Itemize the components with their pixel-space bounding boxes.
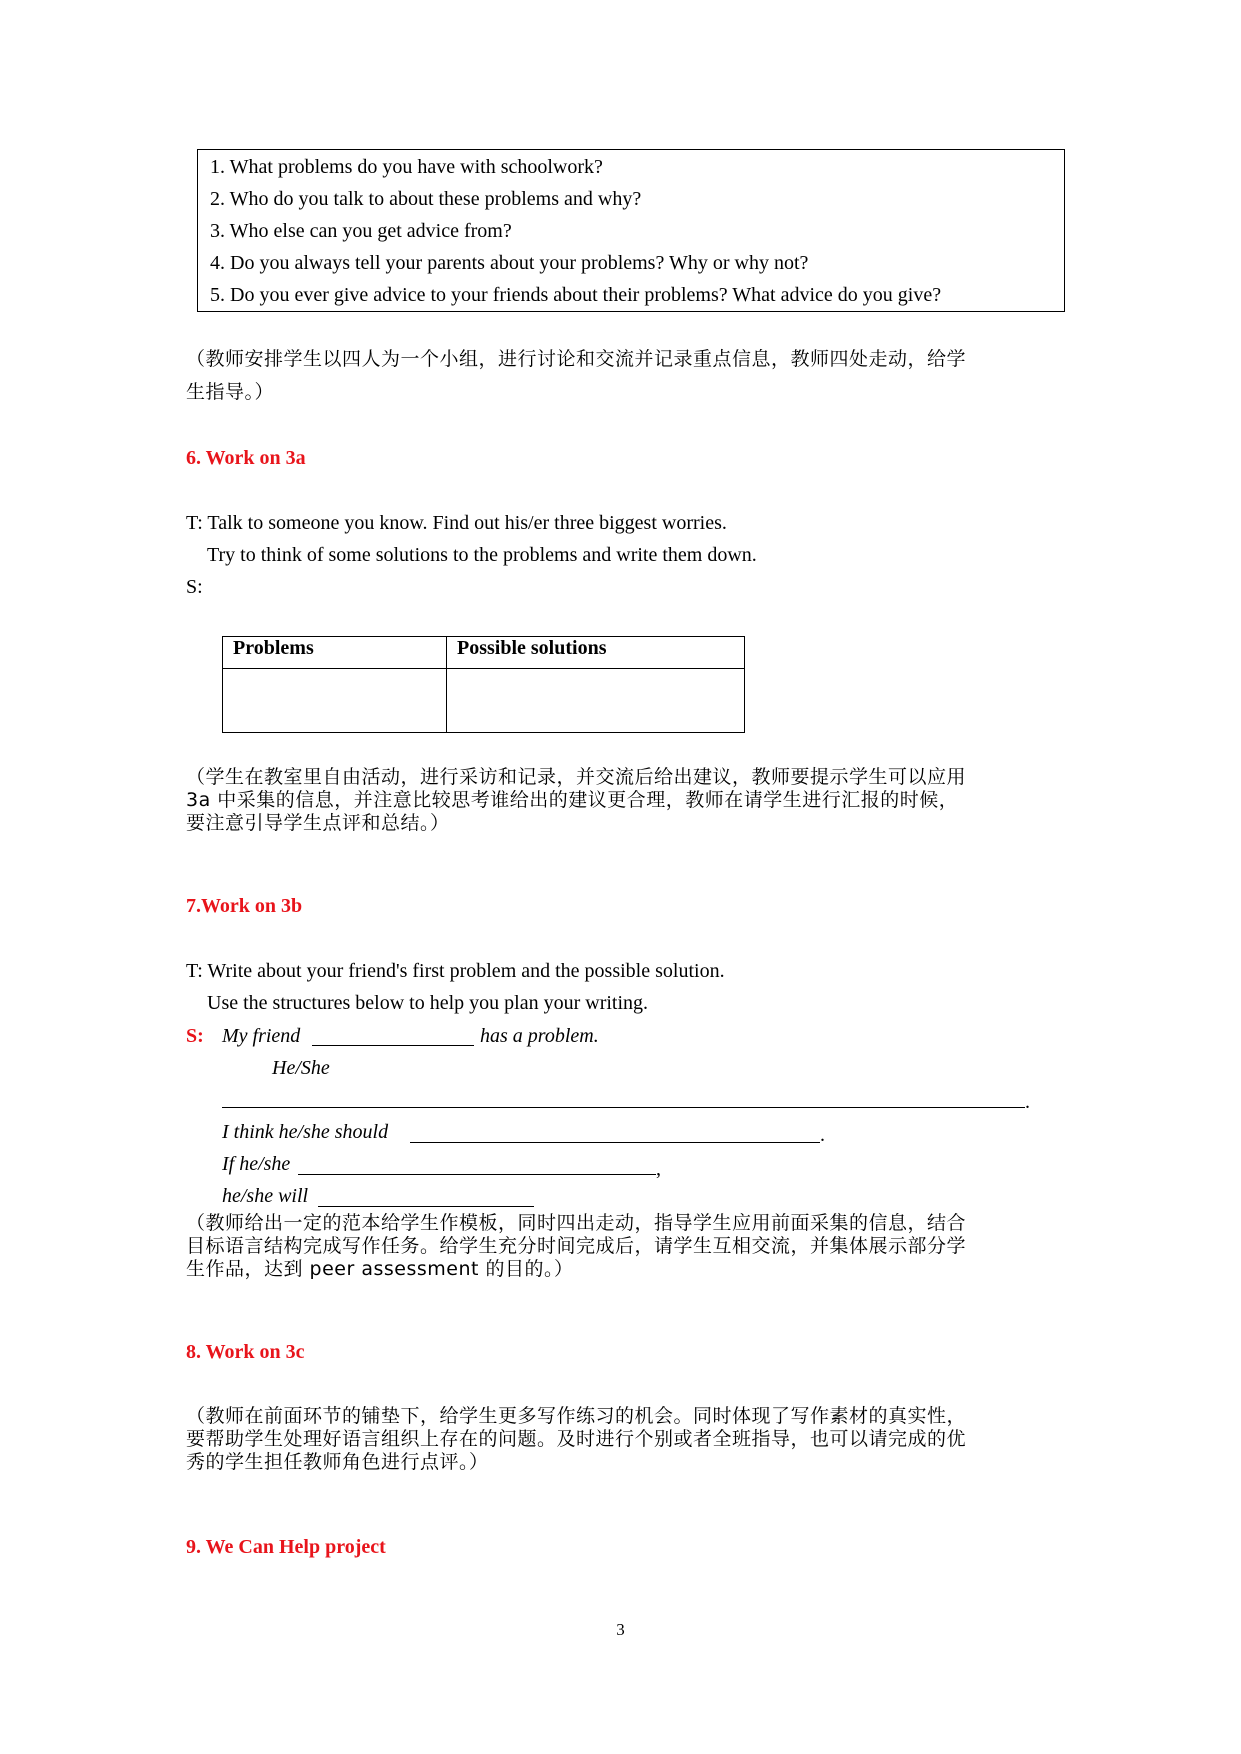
template-he-she: He/She	[272, 1057, 330, 1079]
template-comma: ,	[656, 1158, 661, 1180]
section-8-note-line2: 要帮助学生处理好语言组织上存在的问题。及时进行个别或者全班指导，也可以请完成的优	[186, 1428, 967, 1450]
section-9-heading: 9. We Can Help project	[186, 1536, 386, 1558]
page-number: 3	[616, 1620, 625, 1639]
blank-problem-description[interactable]	[222, 1107, 1025, 1108]
section-8-heading: 8. Work on 3c	[186, 1341, 305, 1363]
blank-result[interactable]	[318, 1206, 534, 1207]
blank-advice[interactable]	[410, 1142, 820, 1143]
section-7-note-line1: （教师给出一定的范本给学生作模板，同时四出走动，指导学生应用前面采集的信息，结合	[186, 1212, 967, 1234]
section-6-note-line1: （学生在教室里自由活动，进行采访和记录，并交流后给出建议，教师要提示学生可以应用	[186, 766, 967, 788]
problems-solutions-table	[222, 636, 745, 733]
template-i-think: I think he/she should	[222, 1121, 389, 1143]
question-4: 4. Do you always tell your parents about your problems? Why or why not?	[210, 252, 809, 274]
section-6-heading: 6. Work on 3a	[186, 447, 306, 469]
section-7-student-label: S:	[186, 1025, 204, 1047]
section-7-note-line2: 目标语言结构完成写作任务。给学生充分时间完成后，请学生互相交流，并集体展示部分学	[186, 1235, 967, 1257]
table-cell-problems[interactable]	[223, 669, 447, 733]
question-5: 5. Do you ever give advice to your friends about their problems? What advice do you give?	[210, 284, 942, 306]
section-7-teacher-line1: T: Write about your friend's first problem and the possible solution.	[186, 960, 725, 982]
question-3: 3. Who else can you get advice from?	[210, 220, 512, 242]
section-6-teacher-line1: T: Talk to someone you know. Find out his/er three biggest worries.	[186, 512, 727, 534]
table-header-solutions: Possible solutions	[447, 637, 745, 669]
section-8-note-line3: 秀的学生担任教师角色进行点评。）	[186, 1451, 489, 1473]
blank-friend-name[interactable]	[312, 1045, 474, 1046]
section-7-teacher-line2: Use the structures below to help you plan your writing.	[207, 992, 649, 1014]
template-period: .	[1025, 1091, 1030, 1113]
section-7-heading: 7.Work on 3b	[186, 895, 303, 917]
table-cell-solutions[interactable]	[447, 669, 745, 733]
questions-box	[197, 149, 1065, 312]
section-7-note-line3: 生作品，达到 peer assessment 的目的。）	[186, 1258, 574, 1280]
question-2: 2. Who do you talk to about these problems and why?	[210, 188, 642, 210]
note-group-discussion-line1: （教师安排学生以四人为一个小组，进行讨论和交流并记录重点信息，教师四处走动，给学	[186, 348, 967, 370]
section-6-note-line3: 要注意引导学生点评和总结。）	[186, 812, 450, 834]
template-if-he-she: If he/she	[222, 1153, 291, 1175]
section-6-note-line2: 3a 中采集的信息，并注意比较思考谁给出的建议更合理，教师在请学生进行汇报的时候，	[186, 789, 959, 811]
template-advice-period: .	[820, 1124, 825, 1146]
question-1: 1. What problems do you have with schoolwork?	[210, 156, 603, 178]
section-6-teacher-line2: Try to think of some solutions to the problems and write them down.	[207, 544, 757, 566]
template-he-she-will: he/she will	[222, 1185, 309, 1207]
table-header-problems: Problems	[223, 637, 447, 669]
note-group-discussion-line2: 生指导。）	[186, 381, 275, 403]
template-has-problem: has a problem.	[480, 1025, 599, 1047]
section-8-note-line1: （教师在前面环节的铺垫下，给学生更多写作练习的机会。同时体现了写作素材的真实性，	[186, 1405, 967, 1427]
blank-condition[interactable]	[298, 1174, 656, 1175]
section-6-student-label: S:	[186, 576, 203, 598]
template-my-friend: My friend	[222, 1025, 301, 1047]
